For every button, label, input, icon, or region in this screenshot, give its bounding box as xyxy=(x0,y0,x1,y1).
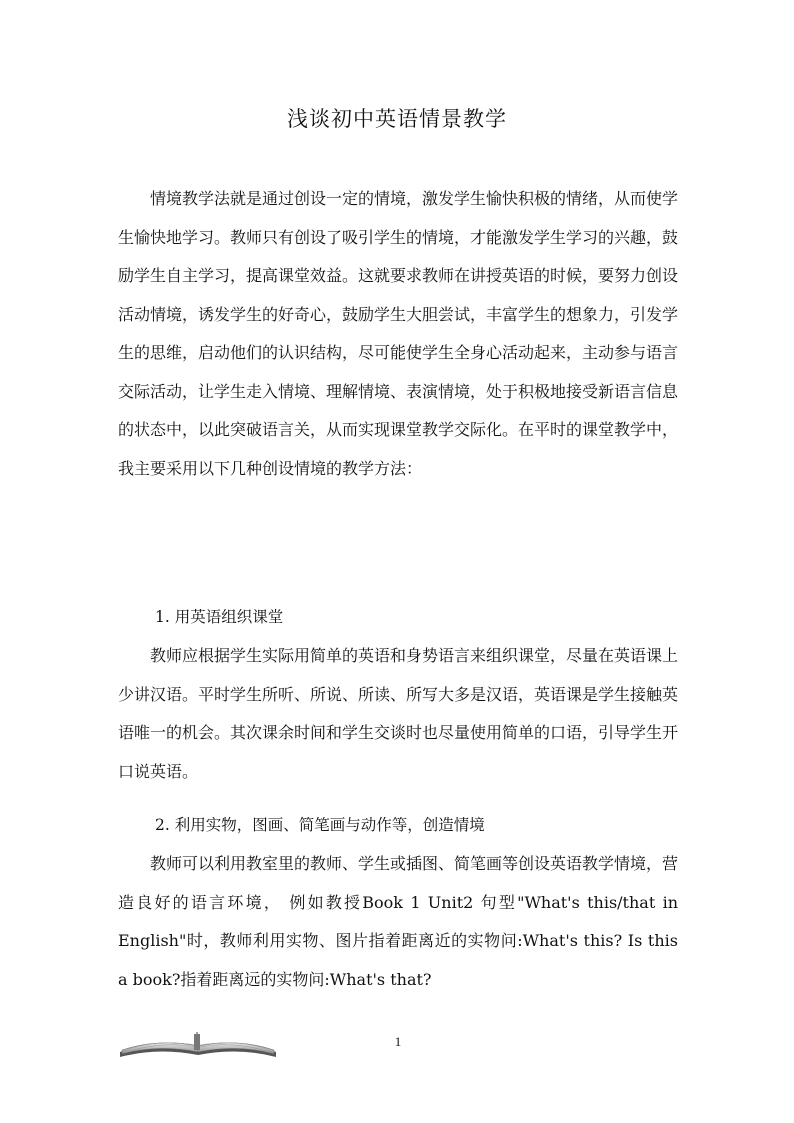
paragraph-section-2: 教师可以利用教室里的教师、学生或插图、简笔画等创设英语教学情境，营造良好的语言环境， 例如教授Book 1 Unit2 句型"What's this/that in English"时，教师利用实物、图片指着距离近的实物问:What's this? Is this a book?指着距离远的实物问:What's that? xyxy=(118,854,679,989)
section-heading-2: 2. 利用实物，图画、简笔画与动作等，创造情境 xyxy=(155,816,485,834)
open-book-icon xyxy=(118,1030,278,1060)
paragraph-intro: 情境教学法就是通过创设一定的情境，激发学生愉快积极的情绪，从而使学生愉快地学习。教师只有创设了吸引学生的情境，才能激发学生学习的兴趣，鼓励学生自主学习，提高课堂效益。这就要求教师在讲授英语的时候，要努力创设活动情境，诱发学生的好奇心，鼓励学生大胆尝试，丰富学生的想象力，引发学生的思维，启动他们的认识结构，尽可能使学生全身心活动起来，主动参与语言交际活动，让学生走入情境、理解情境、表演情境，处于积极地接受新语言信息的状态中，以此突破语言关，从而实现课堂教学交际化。在平时的课堂教学中，我主要采用以下几种创设情境的教学方法： xyxy=(118,189,679,478)
document-title: 浅谈初中英语情景教学 xyxy=(287,107,507,131)
section-heading-1: 1. 用英语组织课堂 xyxy=(155,608,284,626)
page-number: 1 xyxy=(394,1034,402,1049)
paragraph-section-1: 教师应根据学生实际用简单的英语和身势语言来组织课堂，尽量在英语课上少讲汉语。平时学生所听、所说、所读、所写大多是汉语，英语课是学生接触英语唯一的机会。其次课余时间和学生交谈时也尽量使用简单的口语，引导学生开口说英语。 xyxy=(118,646,679,781)
